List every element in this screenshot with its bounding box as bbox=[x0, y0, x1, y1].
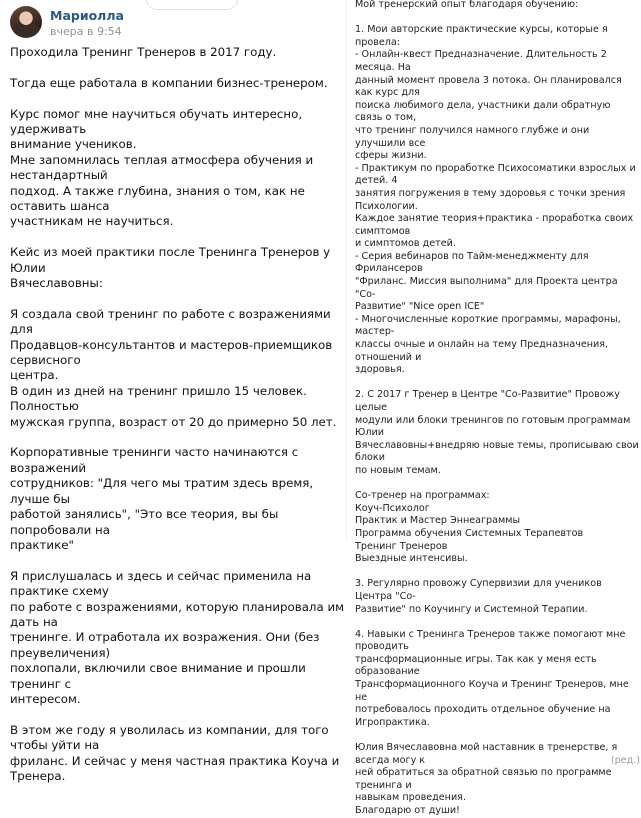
text-line: В один из дней на тренинг пришло 15 человек. Полностью bbox=[10, 383, 307, 414]
text-line: Вячеславовны: bbox=[10, 276, 103, 291]
text-line: данный момент провела 3 потока. Он планировался как курс для bbox=[355, 74, 622, 99]
text-line: по новым темам. bbox=[355, 464, 441, 476]
text-line: Практик и Мастер Эннеаграммы bbox=[355, 515, 521, 527]
text-line: внимание учеников. bbox=[10, 137, 137, 152]
text-line: Коуч-Психолог bbox=[355, 502, 430, 514]
text-line: похлопали, включили свое внимание и прошли тренинг с bbox=[10, 661, 306, 691]
text-line: - Серия вебинаров по Тайм-менеджменту для Фрилансеров bbox=[355, 250, 589, 275]
paragraph-gap bbox=[355, 616, 640, 629]
text-line: сотрудников: "Для чего мы тратим здесь время, лучше бы bbox=[10, 476, 314, 506]
text-line: практике" bbox=[10, 537, 74, 552]
text-line: В этом же году я уволилась из компании, для того чтобы уйти на bbox=[10, 722, 329, 753]
paragraph-gap bbox=[10, 60, 344, 75]
text-line: сферы жизни. bbox=[355, 150, 427, 162]
text-line: Каждое занятие теория+практика - проработка своих симптомов bbox=[355, 213, 634, 237]
text-line: трансформационные игры. Так как у меня есть образование bbox=[355, 653, 597, 678]
text-line: Я прислушалась и здесь и сейчас применила на практике схему bbox=[10, 568, 312, 599]
paragraph-gap bbox=[355, 377, 640, 390]
text-line: поиска любимого дела, участники дали обратную связь о том, bbox=[355, 99, 611, 124]
text-line: и симптомов детей. bbox=[355, 238, 456, 250]
edited-label: (ред.) bbox=[610, 754, 640, 766]
text-line: что тренинг получился намного глубже и они улучшили все bbox=[355, 124, 590, 149]
text-line: Развитие" "Nice open ICE" bbox=[355, 301, 485, 313]
text-line: - Многочисленные короткие программы, марафоны, мастер- bbox=[355, 313, 621, 338]
text-line: навыкам проведения. bbox=[355, 792, 466, 804]
text-line: "Фриланс. Миссия выполнима" для Проекта центра "Со- bbox=[355, 276, 618, 300]
text-line: Трансформационного Коуча и Тренинг Тренеров, мне не bbox=[355, 679, 629, 703]
post-right-panel bbox=[346, 0, 641, 816]
paragraph-gap bbox=[10, 707, 344, 722]
text-line: Курс помог мне научиться обучать интересно, удерживать bbox=[10, 106, 303, 136]
text-line: Юлия Вячеславовна мой наставник в тренерстве, я всегда могу к (ред.) bbox=[355, 742, 640, 766]
text-line: Со-тренер на программах: bbox=[355, 490, 490, 502]
post-date[interactable]: вчера в 9:54 bbox=[50, 25, 122, 38]
text-line: ней обратиться за обратной связью по программе тренинга и bbox=[355, 767, 612, 791]
text-line: модули или блоки тренингов по готовым программам Юлии bbox=[355, 414, 631, 439]
text-line: подход. А также глубина, знания о том, как не оставить шанса bbox=[10, 183, 305, 214]
author-avatar[interactable] bbox=[10, 6, 42, 38]
text-line: Продавцов-консультантов и мастеров-приемщиков сервисного bbox=[10, 337, 333, 368]
text-line: 4. Навыки с Тренинга Тренеров также помогают мне проводить bbox=[355, 628, 626, 653]
paragraph-gap bbox=[10, 430, 344, 445]
text-line: Кейс из моей практики после Тренинга Тренеров у Юлии bbox=[10, 245, 331, 275]
text-line: Корпоративные тренинги часто начинаются с возражений bbox=[10, 445, 299, 475]
paragraph-gap bbox=[10, 291, 344, 306]
text-line: потребовалось проходить отдельное обучение на Игропрактика. bbox=[355, 704, 611, 728]
text-line: мужская группа, возраст от 20 до примерно 50 лет. bbox=[10, 414, 337, 429]
post-header bbox=[0, 0, 346, 44]
paragraph-gap bbox=[355, 12, 640, 25]
post-text-right bbox=[355, 0, 640, 818]
text-line: Вячеславовны+внедряю новые темы, прописываю свои блоки bbox=[355, 439, 639, 464]
text-line: - Онлайн-квест Предназначение. Длительность 2 месяца. На bbox=[355, 49, 607, 73]
text-line: тренинге. И отработала их возражения. Они (без преувеличения) bbox=[10, 630, 320, 660]
paragraph-gap bbox=[10, 230, 344, 245]
text-line: Развитие" по Коучингу и Системной Терапии. bbox=[355, 603, 588, 615]
paragraph-gap bbox=[355, 566, 640, 579]
text-line: 3. Регулярно провожу Супервизии для учеников Центра "Со- bbox=[355, 578, 602, 602]
text-line: - Практикум по проработке Психосоматики взрослых и детей. 4 bbox=[355, 162, 636, 187]
text-line: Тренинг Тренеров bbox=[355, 540, 448, 552]
paragraph-gap bbox=[355, 729, 640, 742]
text-line: Мой тренерский опыт благодаря обучению: bbox=[355, 0, 579, 10]
text-line: работой занялись", "Это все теория, вы бы попробовали на bbox=[10, 507, 279, 537]
post-text-left bbox=[10, 45, 344, 784]
text-line: по работе с возражениями, которую планировала им дать на bbox=[10, 599, 345, 629]
text-line: интересом. bbox=[10, 691, 81, 706]
text-line: фриланс. И сейчас у меня частная практика Коуча и Тренера. bbox=[10, 753, 340, 783]
text-line: Программа обучения Системных Терапевтов bbox=[355, 527, 584, 539]
text-line: центра. bbox=[10, 368, 59, 383]
paragraph-gap bbox=[10, 553, 344, 568]
text-line: Благодарю от души! bbox=[355, 805, 460, 816]
text-line: 2. С 2017 г Тренер в Центре "Со-Развитие" Провожу целые bbox=[355, 389, 620, 413]
author-name[interactable]: Мариолла bbox=[50, 8, 124, 23]
text-line: здоровья. bbox=[355, 364, 405, 376]
top-tab-remnant bbox=[146, 0, 238, 10]
text-line: Выездные интенсивы. bbox=[355, 553, 468, 565]
text-line: классы очные и онлайн на тему Предназначения, отношений и bbox=[355, 339, 609, 363]
text-line: 1. Мои авторские практические курсы, которые я провела: bbox=[355, 24, 608, 48]
paragraph-gap bbox=[355, 478, 640, 491]
text-line: Мне запомнилась теплая атмосфера обучения и нестандартный bbox=[10, 152, 314, 183]
text-line: Я создала свой тренинг по работе с возражениями для bbox=[10, 306, 331, 337]
text-line: участникам не научиться. bbox=[10, 214, 174, 229]
text-line: занятия погружения в тему здоровья с точки зрения Психологии. bbox=[355, 187, 626, 212]
paragraph-gap bbox=[10, 91, 344, 106]
text-line: Проходила Тренинг Тренеров в 2017 году. bbox=[10, 45, 277, 59]
text-line: Тогда еще работала в компании бизнес-тренером. bbox=[10, 75, 328, 90]
